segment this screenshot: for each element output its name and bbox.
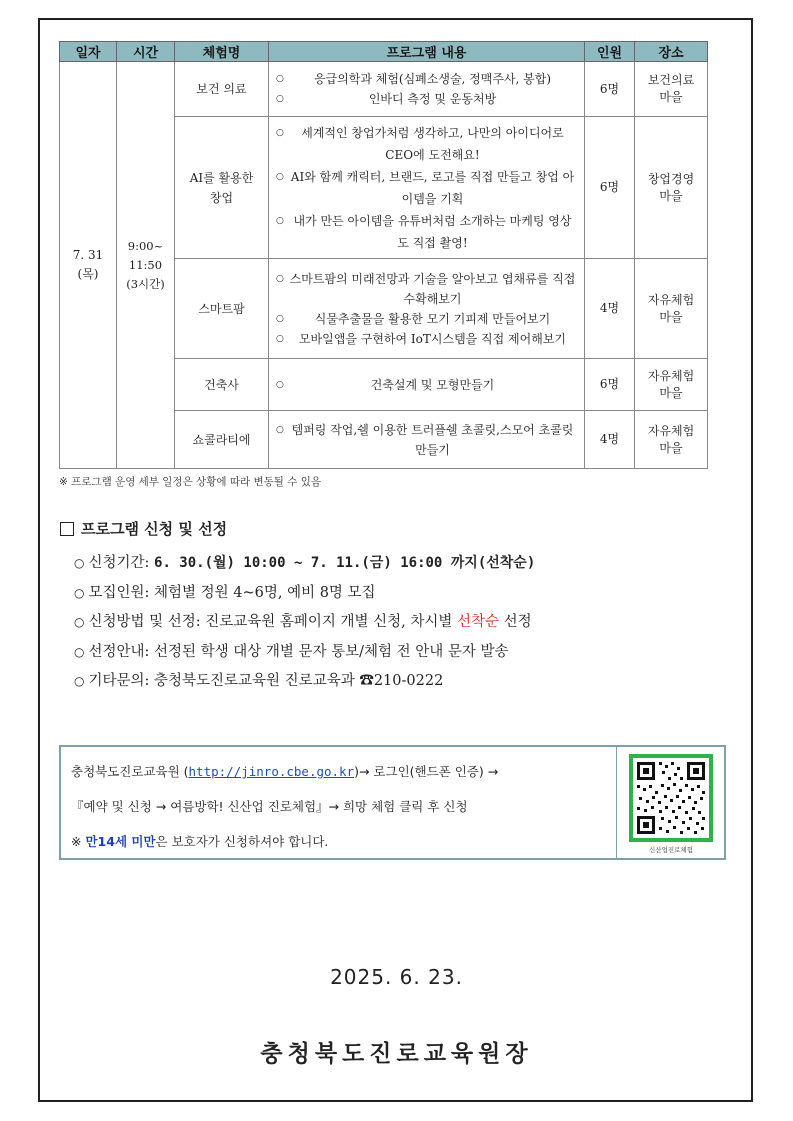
content-item: ○ 인바디 측정 및 운동처방 xyxy=(276,89,577,109)
program-name-line: 쇼콜라티에 xyxy=(192,432,251,447)
info-period xyxy=(74,549,535,579)
content-item: ○ 건축설계 및 모형만들기 xyxy=(276,375,577,395)
info-method xyxy=(74,608,535,638)
circle-bullet-icon: ○ xyxy=(74,585,85,600)
qr-code-icon xyxy=(628,753,714,843)
method-text: 신청방법 및 선정: 진로교육원 홈페이지 개별 신청, 차시별 xyxy=(88,614,453,630)
program-name-line: AI를 활용한 xyxy=(189,170,254,185)
headcount: 6명 xyxy=(585,62,635,117)
program-name xyxy=(175,62,269,117)
phone-icon: ☎ xyxy=(359,673,374,689)
table-row xyxy=(60,62,708,117)
location-line: 자유체험 xyxy=(647,423,695,438)
date-cell xyxy=(60,62,117,469)
age-highlight: 만14세 미만 xyxy=(85,834,156,849)
program-name-line: 건축사 xyxy=(204,377,239,392)
schedule-note: ※ 프로그램 운영 세부 일정은 상황에 따라 변동될 수 있음 xyxy=(59,476,321,488)
content-item: ○ 내가 만든 아이템을 유튜버처럼 소개하는 마케팅 영상도 직접 촬영! xyxy=(276,210,577,254)
content-item: ○ 식물추출물을 활용한 모기 기피제 만들어보기 xyxy=(276,309,577,329)
weekday-line: (목) xyxy=(77,267,99,281)
guide-box-text xyxy=(71,747,617,858)
headcount: 6명 xyxy=(585,117,635,259)
note-mark: ※ xyxy=(71,834,82,849)
header-headcount: 인원 xyxy=(585,42,635,62)
square-bullet-icon xyxy=(60,522,74,536)
application-guide-box xyxy=(59,745,726,860)
period-value: 6. 30.(월) 10:00 ~ 7. 11.(금) 16:00 까지(선착순) xyxy=(154,555,536,571)
guide-line-3 xyxy=(71,832,328,850)
program-content xyxy=(269,359,585,411)
content-item: ○ 세계적인 창업가처럼 생각하고, 나만의 아이디어로 CEO에 도전해요! xyxy=(276,122,577,166)
program-content xyxy=(269,62,585,117)
program-schedule-table xyxy=(59,41,708,469)
circle-bullet-icon: ○ xyxy=(74,615,85,629)
location-line: 마을 xyxy=(659,309,683,324)
qr-caption: 신산업진로체험 xyxy=(649,846,693,854)
header-time: 시간 xyxy=(117,42,175,62)
program-name xyxy=(175,359,269,411)
location-line: 자유체험 xyxy=(647,368,695,383)
program-name-line: 창업 xyxy=(209,190,234,205)
guide-line-1 xyxy=(71,762,498,780)
location xyxy=(635,411,708,469)
program-content xyxy=(269,259,585,359)
guide-line-1-prefix: 충청북도진로교육원 ( xyxy=(71,764,189,779)
issuer-name: 충청북도진로교육원장 xyxy=(260,1041,533,1067)
method-suffix: 선정 xyxy=(503,614,532,630)
program-content xyxy=(269,117,585,259)
guide-line-3-suffix: 은 보호자가 신청하셔야 합니다. xyxy=(155,834,329,849)
program-name xyxy=(175,117,269,259)
homepage-link[interactable]: http://jinro.cbe.go.kr xyxy=(188,764,355,779)
content-item: ○ 모바일앱을 구현하여 IoT시스템을 직접 제어해보기 xyxy=(276,329,577,349)
date-line: 7. 31 xyxy=(72,248,104,262)
location-line: 마을 xyxy=(659,440,683,455)
content-item: ○ 템퍼링 작업,쉘 이용한 트러플쉘 초콜릿,스모어 초콜릿 만들기 xyxy=(276,420,577,460)
program-content xyxy=(269,411,585,469)
location-line: 마을 xyxy=(659,90,683,104)
location-line: 마을 xyxy=(659,385,683,400)
content-item: ○ 응급의학과 체험(심폐소생술, 정맥주사, 봉합) xyxy=(276,69,577,89)
guide-line-1-suffix: )→ 로그인(핸드폰 인증) → xyxy=(354,764,499,779)
header-program-content: 프로그램 내용 xyxy=(269,42,585,62)
header-date: 일자 xyxy=(60,42,117,62)
method-highlight: 선착순 xyxy=(457,614,500,630)
location xyxy=(635,259,708,359)
circle-bullet-icon: ○ xyxy=(74,674,85,688)
location-line: 창업경영 xyxy=(647,171,695,186)
application-info-list xyxy=(74,549,535,697)
location xyxy=(635,359,708,411)
info-recruit xyxy=(74,579,535,609)
contact-phone: 210-0222 xyxy=(373,673,444,689)
location-line: 마을 xyxy=(659,188,683,203)
document-date: 2025. 6. 23. xyxy=(330,965,463,989)
location-line: 보건의료 xyxy=(647,73,695,87)
program-name-line: 스마트팜 xyxy=(198,301,245,316)
location xyxy=(635,62,708,117)
program-name xyxy=(175,259,269,359)
circle-bullet-icon: ○ xyxy=(74,556,85,570)
content-item: ○ 스마트팜의 미래전망과 기술을 알아보고 엽채류를 직접 수확해보기 xyxy=(276,269,577,309)
section-title xyxy=(60,518,227,539)
info-contact xyxy=(74,667,535,697)
contact-text: 기타문의: 충청북도진로교육원 진로교육과 xyxy=(88,673,355,689)
section-title-text: 프로그램 신청 및 선정 xyxy=(81,520,228,538)
program-name xyxy=(175,411,269,469)
header-program-name: 체험명 xyxy=(175,42,269,62)
content-item: ○ AI와 함께 캐릭터, 브랜드, 로고를 직접 만들고 창업 아이템을 기획 xyxy=(276,166,577,210)
program-name-line: 보건 의료 xyxy=(196,82,247,96)
guide-text: 선정안내: 선정된 학생 대상 개별 문자 통보/체험 전 안내 문자 발송 xyxy=(88,643,509,660)
headcount: 4명 xyxy=(585,259,635,359)
time-duration: (3시간) xyxy=(126,276,165,291)
location-line: 자유체험 xyxy=(647,292,695,307)
time-cell xyxy=(117,62,175,469)
headcount: 4명 xyxy=(585,411,635,469)
info-guide xyxy=(74,638,535,668)
time-end: 11:50 xyxy=(128,257,163,272)
location xyxy=(635,117,708,259)
guide-line-2: 『예약 및 신청 → 여름방학! 신산업 진로체험』→ 희망 체험 클릭 후 신청 xyxy=(71,799,468,814)
period-label: 신청기간: xyxy=(88,555,150,571)
qr-code[interactable] xyxy=(628,753,714,853)
time-start: 9:00~ xyxy=(127,238,164,253)
circle-bullet-icon: ○ xyxy=(74,644,85,659)
table-header-row xyxy=(60,42,708,62)
header-location: 장소 xyxy=(635,42,708,62)
recruit-text: 모집인원: 체험별 정원 4~6명, 예비 8명 모집 xyxy=(88,584,376,601)
headcount: 6명 xyxy=(585,359,635,411)
